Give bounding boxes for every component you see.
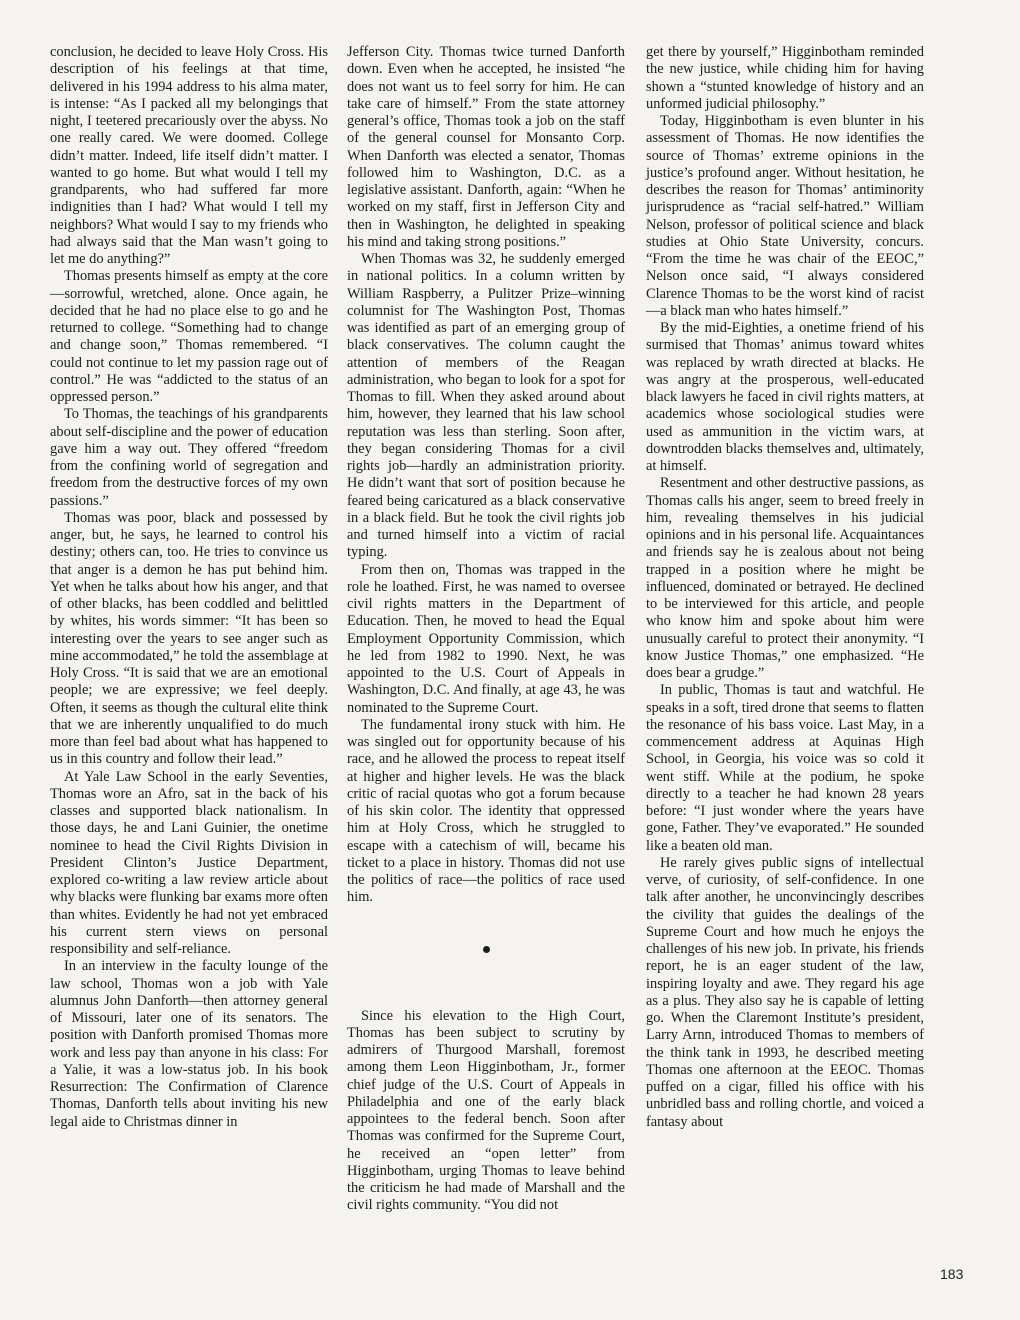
paragraph: From then on, Thomas was trapped in the role he loathed. First, he was named to oversee civil rights matters in the Department of Education. Then, he moved to head the Equal Employment Opportunity Commission, which he led from 1982 to 1990. Next, he was appointed to the U.S. Court of Appeals in Washington, D.C. And finally, at age 43, he was nominated to the Supreme Court. [347,561,625,716]
paragraph: The fundamental irony stuck with him. He was singled out for opportunity because of his race, and he allowed the process to repeat itself at higher and higher levels. He was the black critic of racial quotas who got a forum because of his skin color. The identity that oppressed him at Holy Cross, which he struggled to escape with a catechism of will, became his ticket to a place in history. Thomas did not use the politics of race—the politics of race used him. [347,716,625,906]
paragraph: Today, Higginbotham is even blunter in his assessment of Thomas. He now identifies the source of Thomas’ extreme opinions in the justice’s profound anger. Without hesitation, he describes the reason for Thomas’ antiminority jurisprudence as “racial self-hatred.” William Nelson, professor of political science and black studies at Ohio State University, concurs. “From the time he was chair of the EEOC,” Nelson once said, “I always considered Clarence Thomas to be the worst kind of racist—a black man who hates himself.” [646,113,924,319]
paragraph: In an interview in the faculty lounge of the law school, Thomas won a job with Yale alumnus John Danforth—then attorney general of Missouri, later one of its senators. The position with Danforth promised Thomas more work and less pay than anyone in his class: For a Yalie, it was a low-status job. In his book Resurrection: The Confirmation of Clarence Thomas, Danforth tells about inviting his new legal aide to Christmas dinner in [50,958,328,1130]
paragraph: get there by yourself,” Higginbotham reminded the new justice, while chiding him for having shown a “stunted knowledge of history and an unformed judicial philosophy.” [646,44,924,112]
paragraph: At Yale Law School in the early Seventies, Thomas wore an Afro, sat in the back of his classes and supported black nationalism. In those days, he and Lani Guinier, the onetime nominee to head the Civil Rights Division in President Clinton’s Justice Department, explored co-writing a law review article about why blacks were flunking bar exams more often than whites. Evidently he had not yet embraced his current stern views on personal responsibility and self-reliance. [50,768,328,957]
page-number: 183 [940,1266,964,1282]
paragraph: Since his elevation to the High Court, Thomas has been subject to scrutiny by admirers of Thurgood Marshall, foremost among them Leon Higginbotham, Jr., former chief judge of the U.S. Court of Appeals in Philadelphia and one of the early black appointees to the federal bench. Soon after Thomas was confirmed for the Supreme Court, he received an “open letter” from Higginbotham, urging Thomas to leave behind the criticism he had made of Marshall and the civil rights community. “You did not [347,1007,625,1214]
text-column-1 [50,44,328,1131]
text-column-3 [646,44,924,1131]
paragraph: Thomas was poor, black and possessed by anger, but, he says, he learned to control his destiny; others can, too. He tries to convince us that anger is a demon he has put behind him. Yet when he talks about how his anger, and that of other blacks, has been coddled and belittled by whites, his words simmer: “It has been so interesting over the years to see anger such as mine accommodated,” he told the assemblage at Holy Cross. “It is said that we are an emotional people; we are expressive; we feel deeply. Often, it seems as though the cultural elite think that we are inherently unqualified to do much more than feel bad about what has happened to us in this country and follow their lead.” [50,509,328,768]
paragraph: To Thomas, the teachings of his grandparents about self-discipline and the power of education gave him a way out. They offered “freedom from the confining world of segregation and freedom from the destructive forces of my own passions.” [50,406,328,509]
paragraph: When Thomas was 32, he suddenly emerged in national politics. In a column written by William Raspberry, a Pulitzer Prize–winning columnist for The Washington Post, Thomas was identified as part of an emerging group of black conservatives. The column caught the attention of members of the Reagan administration, who began to look for a spot for Thomas to fill. When they asked around about him, however, they learned that his law school reputation was less than sterling. Soon after, they began considering Thomas for a civil rights job—hardly an administration priority. He didn’t want that sort of position because he feared being caricatured as a black conservative in a black field. But he took the civil rights job and turned himself into a victim of racial typing. [347,251,625,561]
paragraph: Jefferson City. Thomas twice turned Danforth down. Even when he accepted, he insisted “he does not want us to feel sorry for him. He can take care of himself.” From the state attorney general’s office, Thomas took a job on the staff of the general counsel for Monsanto Corp. When Danforth was elected a senator, Thomas followed him to Washington, D.C. as a legislative assistant. Danforth, again: “When he worked on my staff, first in Jefferson City and then in Washington, he delighted in speaking his mind and taking strong positions.” [347,44,625,250]
section-break-bullet [347,941,625,958]
paragraph: Resentment and other destructive passions, as Thomas calls his anger, seem to breed freely in him, revealing themselves in his judicial opinions and in his personal life. Acquaintances and friends say he is zealous about not being trapped in a position where he might be influenced, dominated or betrayed. He declined to be interviewed for this article, and people who know him and spoke about him were unusually careful to protect their anonymity. “I know Justice Thomas,” one emphasized. “He does bear a grudge.” [646,475,924,681]
text-column-2 [347,44,625,1215]
paragraph: Thomas presents himself as empty at the core—sorrowful, wretched, alone. Once again, he decided that he had no place else to go and he returned to college. “Something had to change and change soon,” Thomas remembered. “I could not continue to let my passion rage out of control.” He was “addicted to the status of an oppressed person.” [50,268,328,405]
paragraph: He rarely gives public signs of intellectual verve, of curiosity, of self-confidence. In one talk after another, he unconvincingly describes the civility that guides the dealings of the Supreme Court and how much he enjoys the challenges of his new job. In private, his friends report, he is an eager student of the law, inspiring loyalty and awe. They regard his age as a plus. They also say he is capable of letting go. When the Claremont Institute’s president, Larry Arnn, introduced Thomas to members of the think tank in 1993, he described meeting Thomas one afternoon at the EEOC. Thomas puffed on a cigar, filled his office with his unbridled bass and rolling chortle, and voiced a fantasy about [646,854,924,1130]
paragraph: conclusion, he decided to leave Holy Cross. His description of his feelings at that time, delivered in his 1994 address to his alma mater, is intense: “As I packed all my belongings that night, I teetered precariously over the abyss. No one really cared. We were doomed. College didn’t matter. Indeed, life itself didn’t matter. I wanted to go home. But what would I tell my grandparents, who had suffered far more indignities than I had? What would I tell my neighbors? What would I say to my friends who had always said that the Man wasn’t going to let me do anything?” [50,44,328,267]
paragraph: By the mid-Eighties, a onetime friend of his surmised that Thomas’ animus toward whites was replaced by wrath directed at blacks. He was angry at the prosperous, well-educated black lawyers he faced in civil rights matters, at academics whose sociological studies were used as ammunition in the victim wars, at downtrodden blacks themselves and, ultimately, at himself. [646,320,924,474]
paragraph: In public, Thomas is taut and watchful. He speaks in a soft, tired drone that seems to flatten the resonance of his bass voice. Last May, in a commencement address at Aquinas High School, in Georgia, his voice was so cold it went stiff. While at the podium, he spoke directly to a teacher he had known 28 years before: “I just wonder where the years have gone, Father. They’ve evaporated.” He sounded like a beaten old man. [646,682,924,854]
